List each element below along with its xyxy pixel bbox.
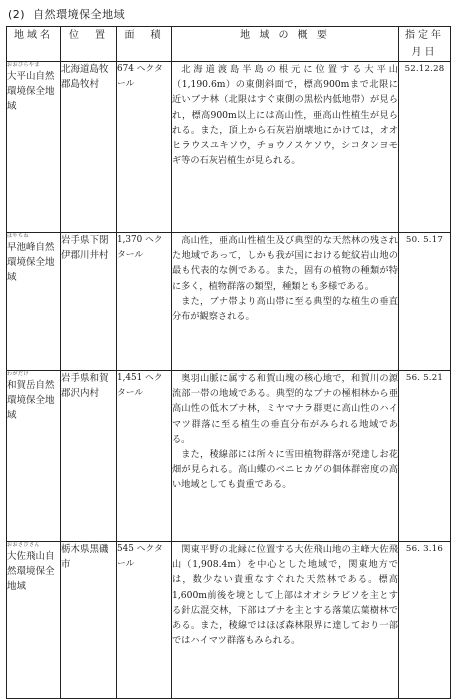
designation-date-cell: 50. 5.17: [399, 233, 451, 371]
table-header-row: [7, 27, 451, 62]
summary-paragraph: 北海道渡島半島の根元に位置する大平山（1,190.6m）の東側斜面で，標高900mまで北限に近いブナ林（北限はすぐ東側の黒松内低地帯）が見られ，標高900m以上には高山性，亜高山性植生が見られる。また，頂上から石灰岩崩壊地にかけては，オオヒラウスユキソウ，チョウノスケソウ，シコタンヨモギ等の石灰岩植生が見られる。: [172, 64, 398, 167]
header-location: 位 置: [61, 27, 117, 62]
area-name-ruby: おおびらやま: [7, 62, 41, 68]
area-name: 大佐飛山自然環境保全地域: [7, 551, 55, 593]
summary-cell: [172, 62, 399, 233]
area-size-cell: 545 ヘクタール: [117, 542, 172, 699]
area-name: 大平山自然環境保全地域: [7, 71, 55, 113]
area-name-ruby: はやちね: [7, 233, 30, 239]
area-name-cell: [7, 62, 61, 233]
section-title: [8, 6, 125, 22]
designation-date-cell: 52.12.28: [399, 62, 451, 233]
table-row: [7, 233, 451, 371]
summary-paragraph: 関東平野の北縁に位置する大佐飛山地の主峰大佐飛山（1,908.4m）を中心とした地域で，関東地方では，数少ない貴重なすぐれた天然林である。標高1,600m前後を境として上部はオオシラビソを主とする針広混交林，下部はブナを主とする落葉広葉樹林である。また，稜線ではほぼ森林限界に達しており一部ではハイマツ群落もみられる。: [172, 544, 398, 647]
header-name: 地域名: [7, 27, 61, 62]
location-cell: 岩手県和賀郡沢内村: [61, 371, 117, 542]
area-name-cell: [7, 542, 61, 699]
protected-areas-table: [6, 26, 451, 699]
designation-date-cell: 56. 5.21: [399, 371, 451, 542]
location-cell: 岩手県下閉伊郡川井村: [61, 233, 117, 371]
area-name-ruby: わがだけ: [7, 371, 30, 377]
summary-paragraph: また，稜線部には所々に雪田植物群落が発達しお花畑が見られる。高山蝶のベニヒカゲの個体群密度の高い地域としても貴重である。: [172, 449, 398, 491]
section-title-text: 自然環境保全地域: [33, 8, 126, 21]
header-area: 面 積: [117, 27, 172, 62]
summary-paragraph: 高山性，亜高山性植生及び典型的な天然林の残された地域であって，しかも我が国における蛇紋岩山地の最も代表的な例である。また，固有の植物の種類が特に多く，植物群落の類型，種類とも多様である。: [172, 235, 398, 292]
header-summary: 地 域 の 概 要: [172, 27, 399, 62]
summary-cell: [172, 542, 399, 699]
table-row: [7, 62, 451, 233]
area-name: 早池峰自然環境保全地域: [7, 242, 55, 284]
area-name-ruby: おおさびさん: [7, 542, 41, 548]
summary-cell: [172, 233, 399, 371]
summary-paragraph: 奥羽山脈に属する和賀山塊の核心地で，和賀川の源流部一帯の地域である。典型的なブナの極相林から亜高山性の低木ブナ林，ミヤマナラ群更に高山性のハイマツ群落に至る植生の垂直分布がみられる地域である。: [172, 373, 398, 445]
area-name: 和賀岳自然環境保全地域: [7, 380, 55, 422]
designation-date-cell: 56. 3.16: [399, 542, 451, 699]
header-date: 指定年月日: [399, 27, 451, 62]
area-size-cell: 1,370 ヘクタール: [117, 233, 172, 371]
table-row: [7, 371, 451, 542]
section-number: (2): [8, 8, 26, 21]
location-cell: 北海道島牧郡島牧村: [61, 62, 117, 233]
area-name-cell: [7, 233, 61, 371]
table-row: [7, 542, 451, 699]
area-size-cell: 1,451 ヘクタール: [117, 371, 172, 542]
summary-cell: [172, 371, 399, 542]
area-name-cell: [7, 371, 61, 542]
summary-paragraph: また，ブナ帯より高山帯に至る典型的な植生の垂直分布が観察される。: [172, 295, 398, 323]
location-cell: 栃木県黒磯市: [61, 542, 117, 699]
area-size-cell: 674 ヘクタール: [117, 62, 172, 233]
